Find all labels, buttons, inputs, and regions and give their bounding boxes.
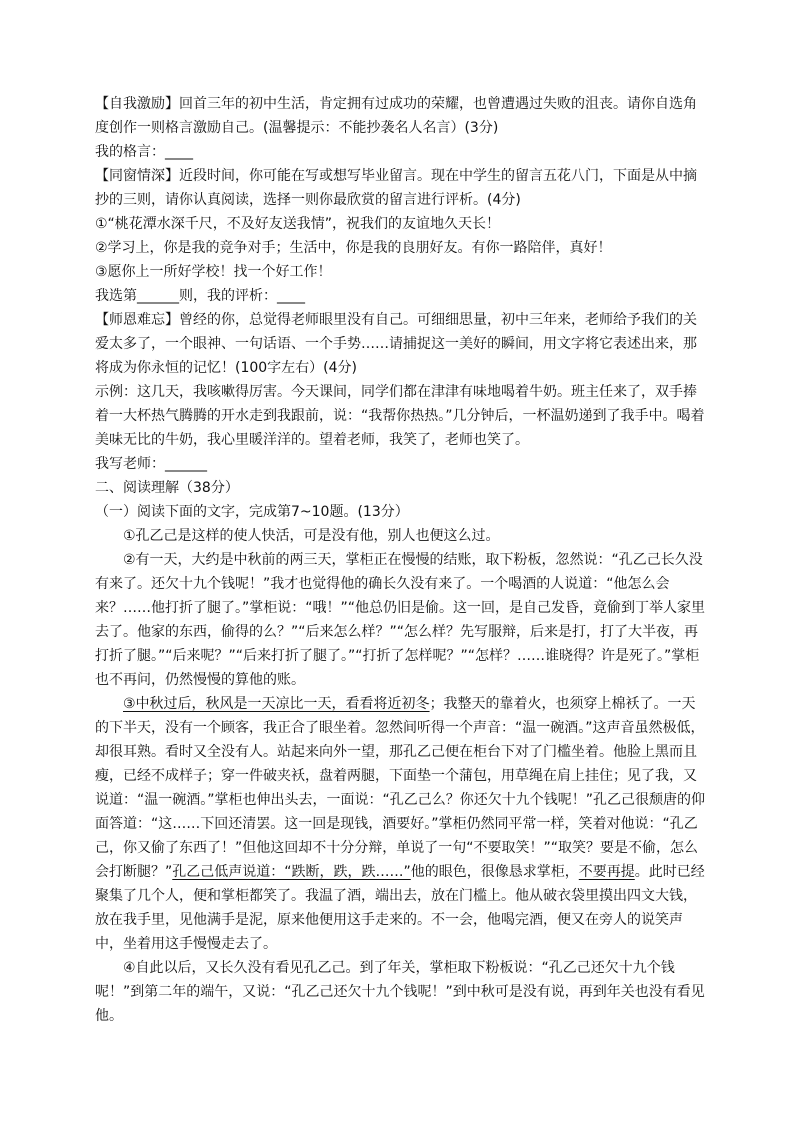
paragraph-3-text-b: 他的眼色，很像恳求掌柜， <box>410 864 579 880</box>
teacher-example: 示例：这几天，我咳嗽得厉害。今天课间，同学们都在津津有味地喝着牛奶。班主任来了，双手捧着一大杯热气腾腾的开水走到我跟前，说：“我帮你热热。”几分钟后，一杯温奶递到了我手中。喝着美味无比的牛奶，我心里暖洋洋的。望着老师，我笑了，老师也笑了。 <box>95 384 705 448</box>
classmates-answer-line: 我选第______则，我的评析：____ <box>95 288 305 304</box>
passage-paragraph-1: ①孔乙己是这样的使人快活，可是没有他，别人也便这么过。 <box>123 528 500 544</box>
paragraph-3-text-c: 。此时已经聚集了几个人，便和掌柜都笑了。我温了酒，端出去，放在门槛上。他从破衣袋里摸出四文大钱，放在我手里，见他满手是泥，原来他便用这手走来的。不一会，他喝完酒，便又在旁人的说笑声中，坐着用这手慢慢走去了。 <box>95 864 705 952</box>
underlined-sentence-2: 孔乙己低声说道：“跌断，跌，跌……” <box>172 864 411 880</box>
section-heading: 二、阅读理解（38分） <box>95 480 239 496</box>
underlined-sentence-3: 不要再提 <box>578 864 635 880</box>
selfmotivate-prompt: 【自我激励】回首三年的初中生活，肯定拥有过成功的荣耀，也曾遭遇过失败的沮丧。请你自选角度创作一则格言激励自己。(温馨提示：不能抄袭名人名言）(3分) <box>95 96 697 136</box>
underlined-sentence-1: ③中秋过后，秋风是一天凉比一天，看看将近初冬 <box>123 696 430 712</box>
passage-paragraph-2: ②有一天，大约是中秋前的两三天，掌柜正在慢慢的结账，取下粉板，忽然说：“孔乙己长久没有来了。还欠十九个钱呢！”我才也觉得他的确长久没有来了。一个喝酒的人说道：“他怎么会来？……他打折了腿了。”掌柜说：“哦！”“他总仍旧是偷。这一回，是自己发昏，竟偷到丁举人家里去了。他家的东西，偷得的么？”“后来怎么样？”“怎么样？先写服辩，后来是打，打了大半夜，再打折了腿。”“后来呢？”“后来打折了腿了。”“打折了怎样呢？”“怎样？……谁晓得？许是死了。”掌柜也不再问，仍然慢慢的算他的账。 <box>95 552 706 688</box>
classmates-option-2: ②学习上，你是我的竞争对手；生活中，你是我的良朋好友。有你一路陪伴，真好！ <box>95 240 612 256</box>
passage-paragraph-4: ④自此以后，又长久没有看见孔乙己。到了年关，掌柜取下粉板说：“孔乙己还欠十九个钱呢！”到第二年的端午，又说：“孔乙己还欠十九个钱呢！”到中秋可是没有说，再到年关也没有看见他。 <box>95 960 705 1024</box>
document-page <box>95 92 707 1028</box>
subsection-heading: （一）阅读下面的文字，完成第7~10题。(13分） <box>95 504 409 520</box>
classmates-option-3: ③愿你上一所好学校！找一个好工作！ <box>95 264 332 280</box>
selfmotivate-answer-line: 我的格言：____ <box>95 144 193 160</box>
teacher-prompt: 【师恩难忘】曾经的你，总觉得老师眼里没有自己。可细细思量，初中三年来，老师给予我们的关爱太多了，一个眼神、一句话语、一个手势……请捕捉这一美好的瞬间，用文字将它表述出来，那将成为你永恒的记忆！(100字左右）(4分) <box>95 312 697 376</box>
classmates-prompt: 【同窗情深】近段时间，你可能在写或想写毕业留言。现在中学生的留言五花八门，下面是从中摘抄的三则，请你认真阅读，选择一则你最欣赏的留言进行评析。(4分) <box>95 168 697 208</box>
classmates-option-1: ①“桃花潭水深千尺，不及好友送我情”，祝我们的友谊地久天长！ <box>95 216 501 232</box>
paragraph-3-text-a: ；我整天的靠着火，也须穿上棉袄了。一天的下半天，没有一个顾客，我正合了眼坐着。忽然间听得一个声音：“温一碗酒。”这声音虽然极低，却很耳熟。看时又全没有人。站起来向外一望，那孔乙己便在柜台下对了门槛坐着。他脸上黑而且瘦，已经不成样子；穿一件破夹袄，盘着两腿，下面垫一个蒲包，用草绳在肩上挂住；见了我，又说道：“温一碗酒。”掌柜也伸出头去，一面说：“孔乙己么？你还欠十九个钱呢！”孔乙己很颓唐的仰面答道：“这……下回还清罢。这一回是现钱，酒要好。”掌柜仍然同平常一样，笑着对他说：“孔乙己，你又偷了东西了！”但他这回却不十分分辩，单说了一句“不要取笑！”“取笑？要是不偷，怎么会打断腿？” <box>95 696 706 880</box>
teacher-answer-line: 我写老师：______ <box>95 456 207 472</box>
passage-paragraph-3 <box>95 692 707 956</box>
